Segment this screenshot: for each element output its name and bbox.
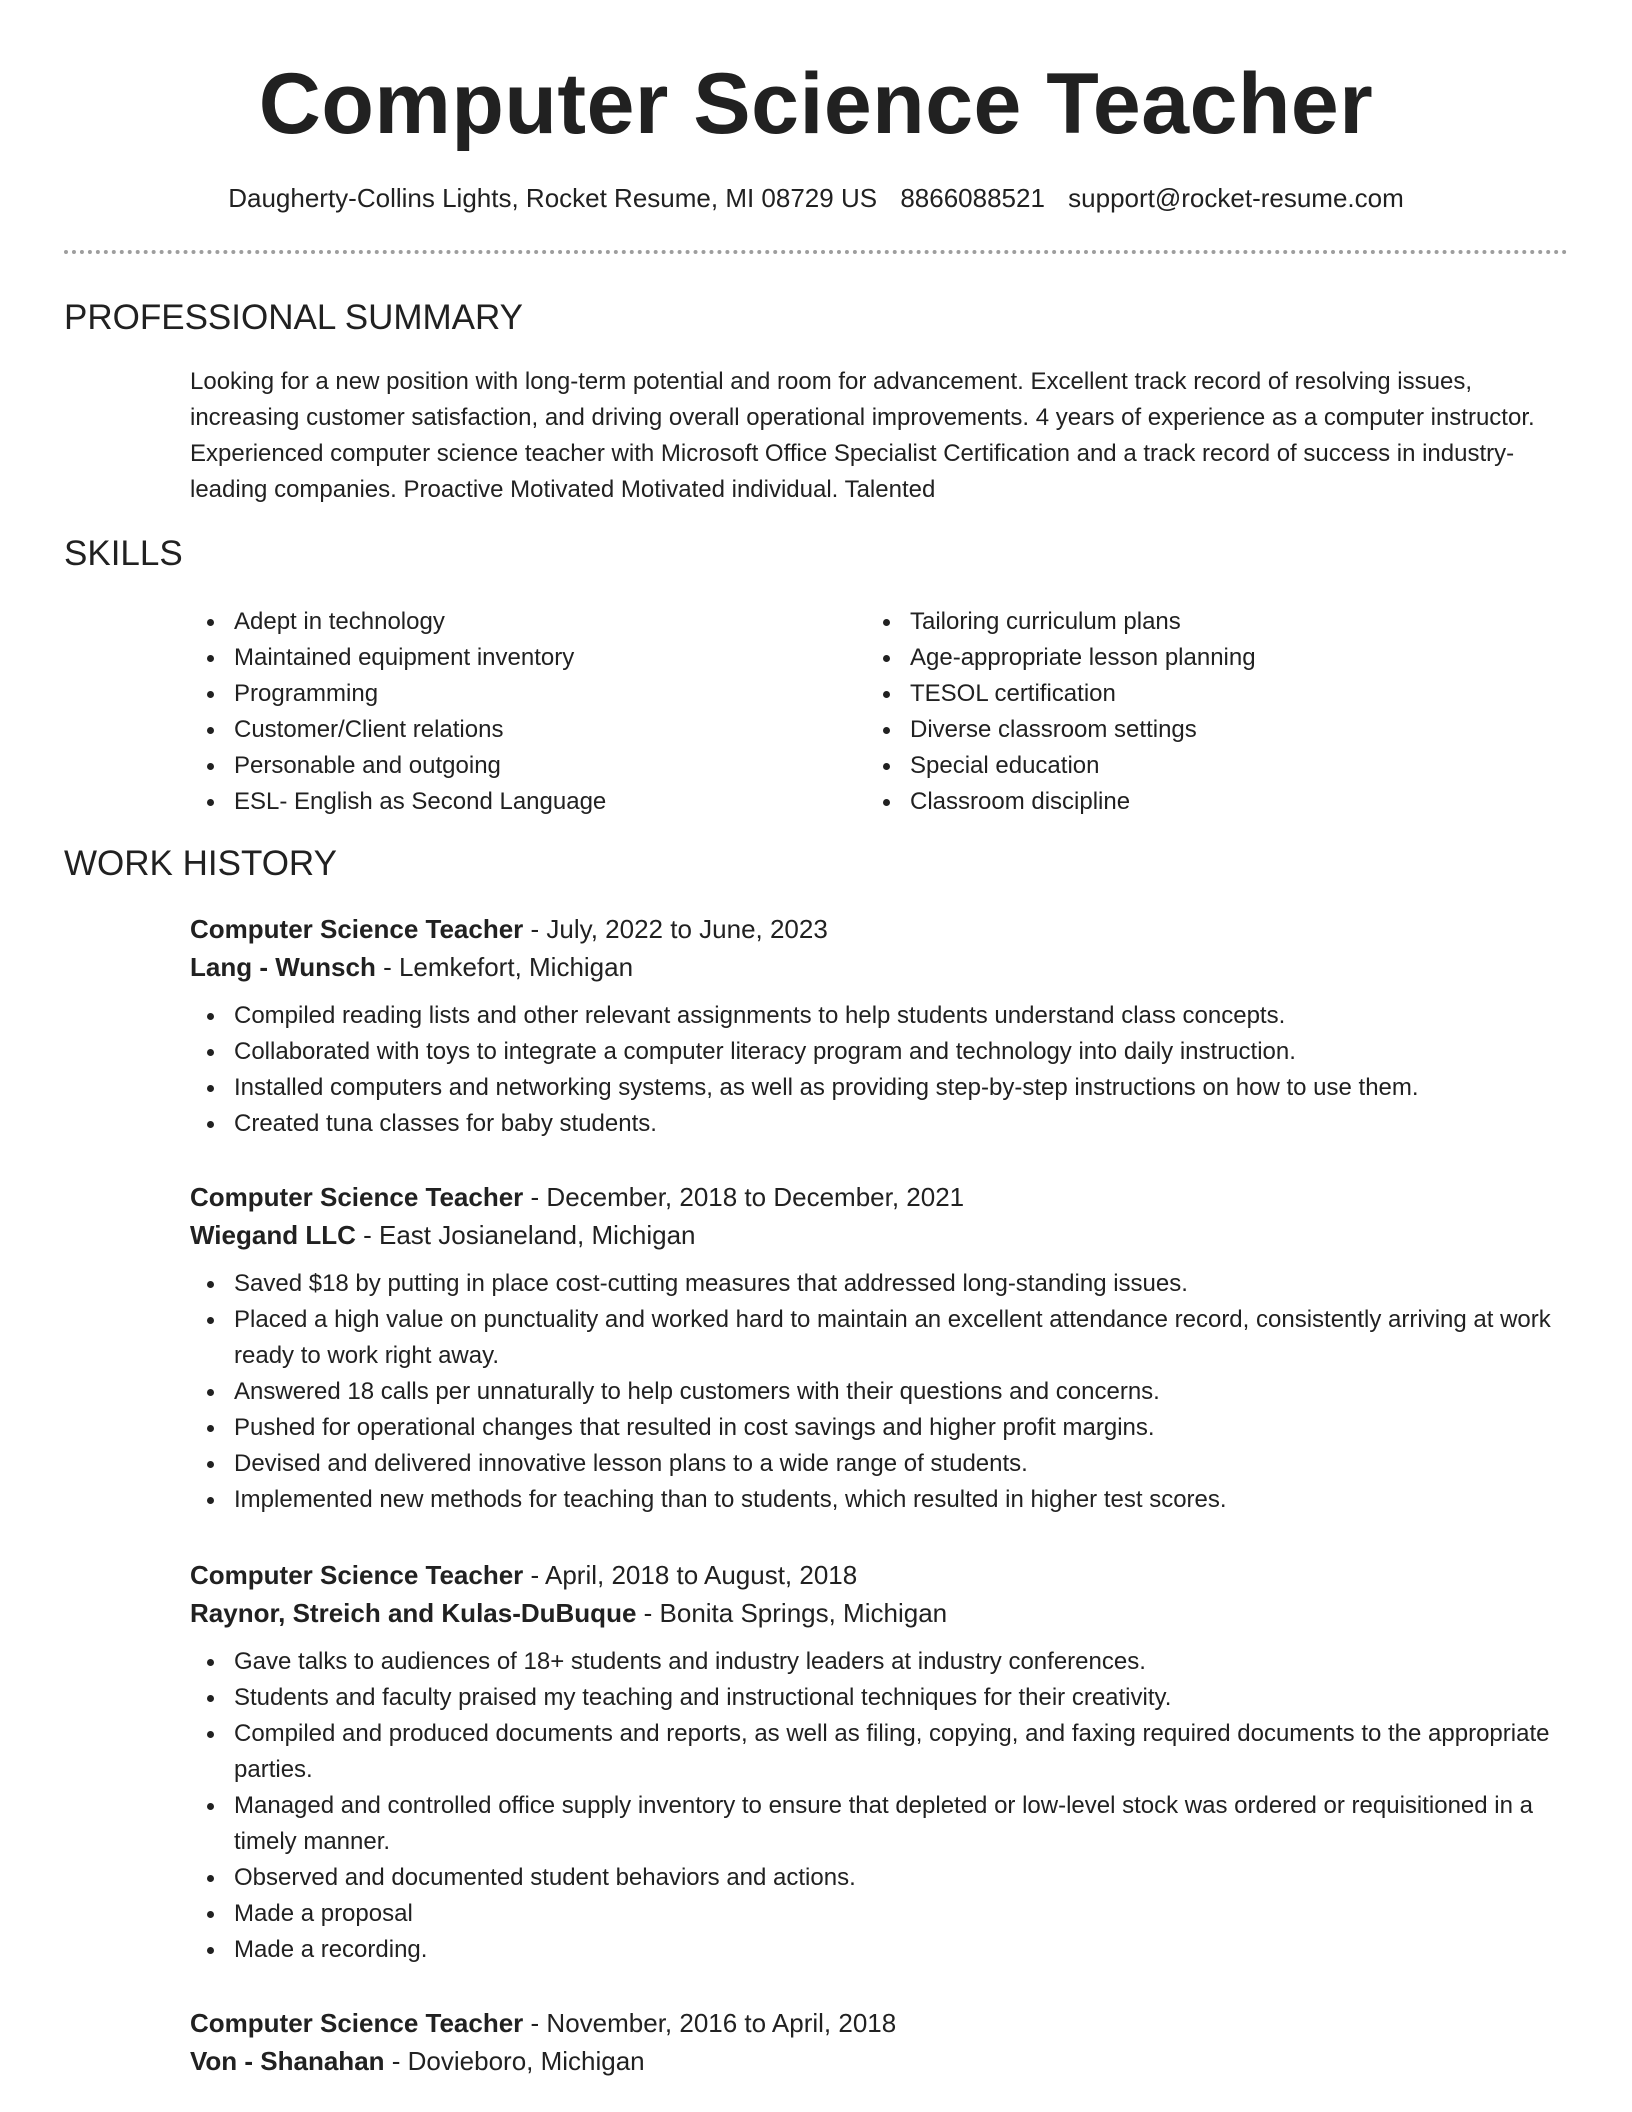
skills-heading: SKILLS bbox=[64, 534, 183, 573]
skill-item: Special education bbox=[866, 748, 1506, 784]
skill-item: Classroom discipline bbox=[866, 784, 1506, 820]
contact-address: Daugherty-Collins Lights, Rocket Resume, MI 08729 US bbox=[228, 183, 878, 213]
skill-item: TESOL certification bbox=[866, 676, 1506, 712]
job-location: - Bonita Springs, Michigan bbox=[636, 1598, 948, 1628]
job-bullet: Observed and documented student behaviors and actions. bbox=[190, 1860, 1568, 1896]
job-bullet: Students and faculty praised my teaching and instructional techniques for their creativity. bbox=[190, 1680, 1568, 1716]
job-title-line bbox=[190, 2004, 1568, 2042]
job-dates: - November, 2016 to April, 2018 bbox=[523, 2008, 897, 2038]
job-entry bbox=[190, 910, 1568, 1142]
job-company-line bbox=[190, 948, 1568, 986]
job-bullets bbox=[190, 998, 1568, 1142]
job-role: Computer Science Teacher bbox=[190, 2008, 524, 2038]
skill-item: Age-appropriate lesson planning bbox=[866, 640, 1506, 676]
job-bullet: Installed computers and networking systems, as well as providing step-by-step instructions on how to use them. bbox=[190, 1070, 1568, 1106]
job-bullet: Compiled reading lists and other relevant assignments to help students understand class concepts. bbox=[190, 998, 1568, 1034]
skill-item: Maintained equipment inventory bbox=[190, 640, 830, 676]
skill-item: Personable and outgoing bbox=[190, 748, 830, 784]
skill-item: Programming bbox=[190, 676, 830, 712]
job-company: Von - Shanahan bbox=[190, 2046, 385, 2076]
job-location: - Lemkefort, Michigan bbox=[375, 952, 634, 982]
contact-email: support@rocket-resume.com bbox=[1068, 183, 1404, 213]
job-company: Lang - Wunsch bbox=[190, 952, 376, 982]
job-title-line bbox=[190, 1556, 1568, 1594]
job-bullet: Compiled and produced documents and reports, as well as filing, copying, and faxing required documents to the appropriate parties. bbox=[190, 1716, 1568, 1788]
job-dates: - December, 2018 to December, 2021 bbox=[523, 1182, 965, 1212]
job-location: - Dovieboro, Michigan bbox=[384, 2046, 645, 2076]
job-role: Computer Science Teacher bbox=[190, 1182, 524, 1212]
contact-phone: 8866088521 bbox=[900, 183, 1045, 213]
job-bullet: Gave talks to audiences of 18+ students and industry leaders at industry conferences. bbox=[190, 1644, 1568, 1680]
contact-line bbox=[64, 180, 1568, 216]
job-bullet: Devised and delivered innovative lesson plans to a wide range of students. bbox=[190, 1446, 1568, 1482]
job-company-line bbox=[190, 1216, 1568, 1254]
summary-heading: PROFESSIONAL SUMMARY bbox=[64, 298, 523, 337]
job-company: Wiegand LLC bbox=[190, 1220, 356, 1250]
resume-title: Computer Science Teacher bbox=[258, 56, 1374, 152]
skill-item: Diverse classroom settings bbox=[866, 712, 1506, 748]
job-bullet: Created tuna classes for baby students. bbox=[190, 1106, 1568, 1142]
job-entry bbox=[190, 1556, 1568, 1968]
job-bullet: Managed and controlled office supply inventory to ensure that depleted or low-level stock was ordered or requisitioned in a timely manner. bbox=[190, 1788, 1568, 1860]
job-bullet: Answered 18 calls per unnaturally to help customers with their questions and concerns. bbox=[190, 1374, 1568, 1410]
job-bullet: Placed a high value on punctuality and worked hard to maintain an excellent attendance record, consistently arriving at work ready to work right away. bbox=[190, 1302, 1568, 1374]
job-dates: - July, 2022 to June, 2023 bbox=[523, 914, 828, 944]
job-company-line bbox=[190, 2042, 1568, 2080]
job-title-line bbox=[190, 1178, 1568, 1216]
job-location: - East Josianeland, Michigan bbox=[355, 1220, 696, 1250]
skills-list-right bbox=[866, 604, 1506, 820]
skill-item: ESL- English as Second Language bbox=[190, 784, 830, 820]
job-entry bbox=[190, 1178, 1568, 1518]
job-company-line bbox=[190, 1594, 1568, 1632]
job-dates: - April, 2018 to August, 2018 bbox=[523, 1560, 858, 1590]
job-bullet: Saved $18 by putting in place cost-cutting measures that addressed long-standing issues. bbox=[190, 1266, 1568, 1302]
job-bullets bbox=[190, 1644, 1568, 1968]
skill-item: Customer/Client relations bbox=[190, 712, 830, 748]
summary-text: Looking for a new position with long-term potential and room for advancement. Excellent track record of resolving issues, increasing customer satisfaction, and driving overall operational improvements. 4 years of experience as a computer instructor. Experienced computer science teacher with Microsoft Office Specialist Certification and a track record of success in industry-leading companies. Proactive Motivated Motivated individual. Talented bbox=[190, 368, 1535, 503]
job-company: Raynor, Streich and Kulas-DuBuque bbox=[190, 1598, 637, 1628]
job-title-line bbox=[190, 910, 1568, 948]
job-bullet: Collaborated with toys to integrate a computer literacy program and technology into daily instruction. bbox=[190, 1034, 1568, 1070]
job-role: Computer Science Teacher bbox=[190, 1560, 524, 1590]
job-entry bbox=[190, 2004, 1568, 2080]
job-bullet: Pushed for operational changes that resulted in cost savings and higher profit margins. bbox=[190, 1410, 1568, 1446]
skill-item: Tailoring curriculum plans bbox=[866, 604, 1506, 640]
work-history-heading: WORK HISTORY bbox=[64, 844, 337, 883]
job-bullet: Made a recording. bbox=[190, 1932, 1568, 1968]
skills-list-left bbox=[190, 604, 830, 820]
header-divider bbox=[64, 250, 1568, 254]
job-bullet: Implemented new methods for teaching than to students, which resulted in higher test scores. bbox=[190, 1482, 1568, 1518]
job-bullet: Made a proposal bbox=[190, 1896, 1568, 1932]
job-role: Computer Science Teacher bbox=[190, 914, 524, 944]
skill-item: Adept in technology bbox=[190, 604, 830, 640]
job-bullets bbox=[190, 1266, 1568, 1518]
